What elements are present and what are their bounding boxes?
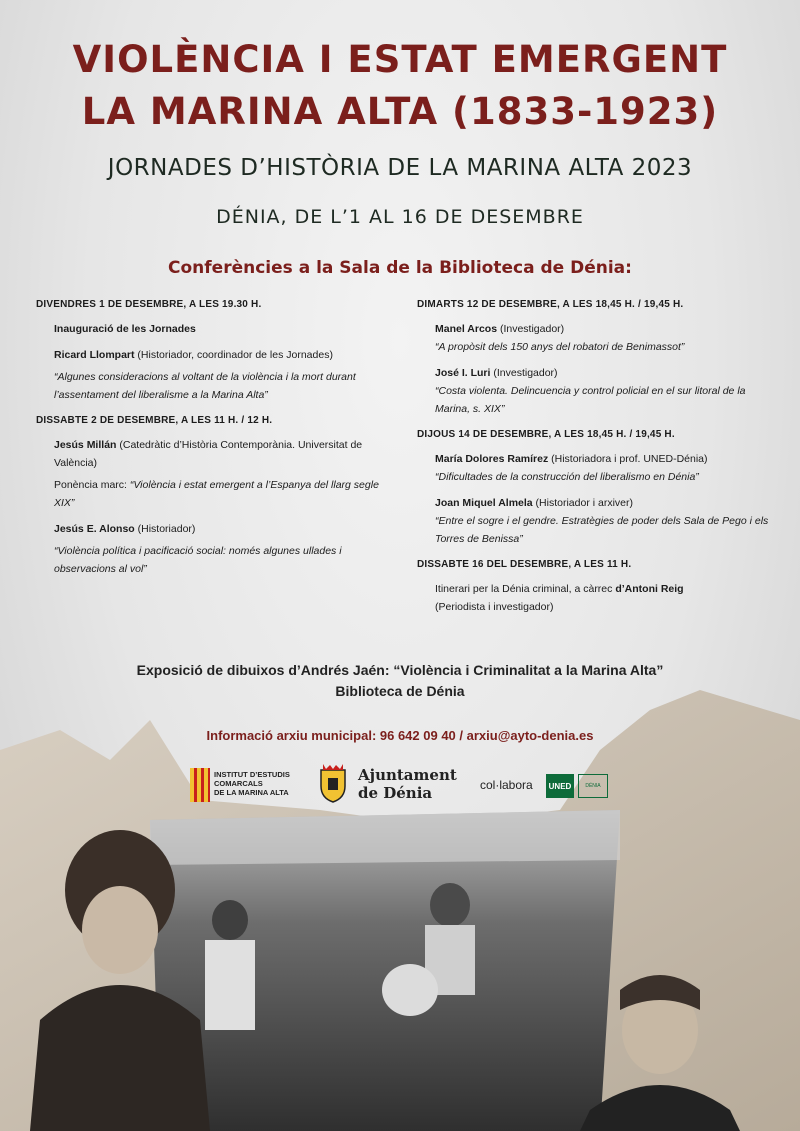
speaker-role: (Historiadora i prof. UNED-Dénia)	[548, 453, 708, 465]
program-entry	[36, 346, 391, 404]
speaker-name: d’Antoni Reig	[615, 583, 684, 595]
talk-prefix: Ponència marc:	[54, 479, 130, 491]
speaker-role: (Investigador)	[497, 323, 565, 335]
speaker-role: (Periodista i investigador)	[435, 601, 554, 613]
program-entry	[36, 436, 391, 512]
talk-title: “Violència i estat emergent a l’Espanya del llarg segle XIX”	[54, 479, 379, 509]
iec-text-line1: INSTITUT D’ESTUDIS	[214, 770, 290, 779]
senyera-icon	[190, 768, 210, 802]
poster-title-line1: VIOLÈNCIA I ESTAT EMERGENT	[72, 38, 728, 81]
talk-title: “Entre el sogre i el gendre. Estratègies de poder dels Sala de Pego i els Torres de Benissa”	[435, 515, 769, 545]
collaborates-label: col·labora	[480, 778, 533, 792]
talk-title: “A propòsit dels 150 anys del robatori de Benimassot”	[435, 341, 685, 353]
day-heading: DIVENDRES 1 DE DESEMBRE, A LES 19.30 H.	[36, 299, 262, 310]
talk-title: “Dificultades de la construcción del liberalismo en Dénia”	[435, 471, 699, 483]
speaker-name: Ricard Llompart	[54, 349, 135, 361]
speaker-name: Manel Arcos	[435, 323, 498, 335]
coat-of-arms-icon	[318, 764, 348, 804]
day-heading: DIMARTS 12 DE DESEMBRE, A LES 18,45 H. / 19,45 H.	[417, 299, 684, 310]
program-entry	[417, 494, 772, 548]
opening-label: Inauguració de les Jornades	[54, 323, 196, 335]
exhibition-venue: Biblioteca de Dénia	[335, 683, 465, 699]
day-heading: DISSABTE 2 DE DESEMBRE, A LES 11 H. / 12 H.	[36, 415, 273, 426]
program-entry	[417, 450, 772, 486]
poster-title-line2: LA MARINA ALTA (1833-1923)	[81, 90, 719, 133]
day-heading: DISSABTE 16 DEL DESEMBRE, A LES 11 H.	[417, 559, 632, 570]
talk-title: “Violència política i pacificació social: només algunes ullades i observacions al vol”	[54, 545, 342, 575]
historical-photo-collage	[0, 690, 800, 1131]
uned-denia-logo: DÉNIA	[578, 774, 608, 798]
speaker-name: Jesús E. Alonso	[54, 523, 135, 535]
speaker-role: (Historiador, coordinador de les Jornades)	[134, 349, 333, 361]
talk-title: “Costa violenta. Delincuencia y control policial en el sur litoral de la Marina, s. XIX”	[435, 385, 746, 415]
exhibition-title: Exposició de dibuixos d’Andrés Jaén: “Violència i Criminalitat a la Marina Alta”	[136, 662, 664, 678]
program-entry	[417, 580, 772, 616]
poster-subtitle: JORNADES D’HISTÒRIA DE LA MARINA ALTA 2023	[107, 155, 693, 181]
ajuntament-text-line1: Ajuntament	[358, 766, 457, 784]
program-entry	[417, 364, 772, 418]
speaker-role: (Historiador i arxiver)	[532, 497, 633, 509]
program-right-column	[417, 296, 772, 624]
poster-dates: DÉNIA, DE L’1 AL 16 DE DESEMBRE	[216, 206, 584, 228]
speaker-name: Jesús Millán	[54, 439, 117, 451]
speaker-role: (Investigador)	[490, 367, 558, 379]
iec-text-line2: COMARCALS	[214, 779, 263, 788]
speaker-role: (Historiador)	[134, 523, 196, 535]
conferences-heading: Conferències a la Sala de la Biblioteca de Dénia:	[168, 258, 632, 278]
speaker-name: Joan Miquel Almela	[435, 497, 533, 509]
program-left-column	[36, 296, 391, 586]
logos-bar	[190, 764, 620, 808]
program-entry	[36, 520, 391, 578]
iec-text-line3: DE LA MARINA ALTA	[214, 788, 289, 797]
speaker-name: María Dolores Ramírez	[435, 453, 549, 465]
program-entry	[417, 320, 772, 356]
program-entry	[36, 320, 391, 338]
talk-title: “Algunes consideracions al voltant de la violència i la mort durant l’assentament del liberalisme a la Marina Alta”	[54, 371, 356, 401]
speaker-name: José I. Luri	[435, 367, 491, 379]
speaker-role: (Catedràtic d’Història Contemporània. Universitat de València)	[54, 439, 363, 469]
iec-logo	[190, 768, 310, 804]
day-heading: DIJOUS 14 DE DESEMBRE, A LES 18,45 H. / 19,45 H.	[417, 429, 675, 440]
ajuntament-logo	[318, 764, 458, 808]
activity-text: Itinerari per la Dénia criminal, a càrrec	[435, 583, 616, 595]
ajuntament-text-line2: de Dénia	[358, 784, 433, 802]
uned-logo: UNED	[546, 774, 574, 798]
contact-info: Informació arxiu municipal: 96 642 09 40 / arxiu@ayto-denia.es	[206, 728, 594, 743]
